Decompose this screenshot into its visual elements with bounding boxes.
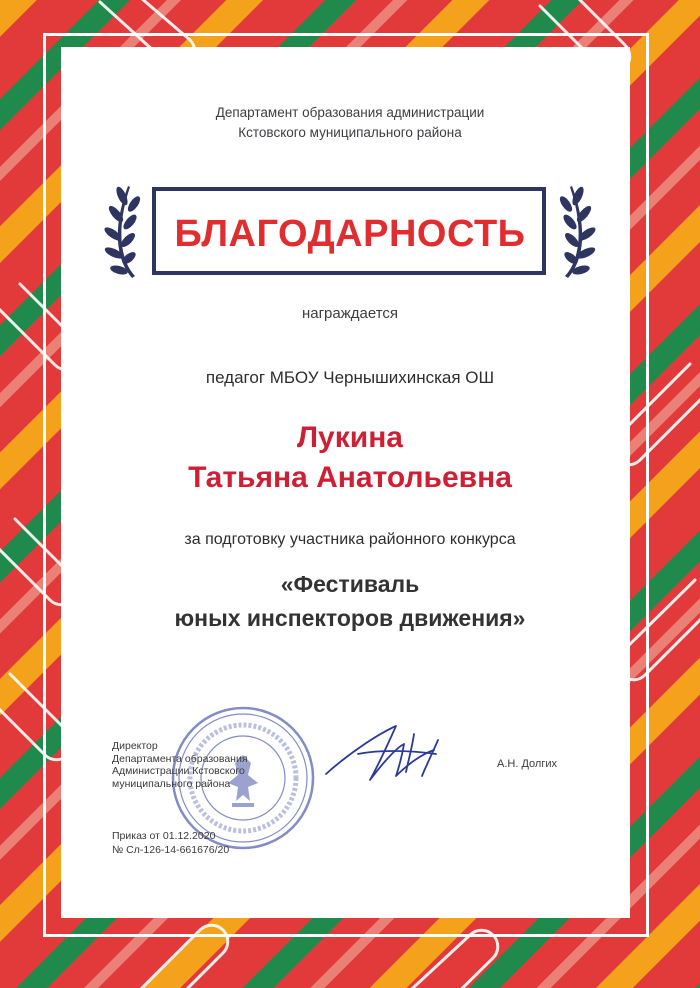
department-line-1: Департамент образования администрации	[215, 105, 485, 120]
signer-name: А.Н. Долгих	[497, 758, 557, 770]
position-line-3: Администрации Кстовского	[112, 765, 245, 777]
teacher-position: педагог МБОУ Чернышихинская ОШ	[205, 368, 495, 387]
event-title	[0, 567, 700, 635]
position-line-2: Департамента образования	[112, 752, 248, 765]
recipient-given-names: Татьяна Анатольевна	[188, 461, 512, 494]
awarded-label: награждается	[301, 305, 399, 322]
position-line-1: Директор	[112, 740, 158, 752]
certificate-title: БЛАГОДАРНОСТЬ	[174, 213, 526, 255]
recipient-surname: Лукина	[297, 421, 403, 454]
department-header	[0, 103, 700, 143]
recipient-name	[0, 418, 700, 498]
award-reason: за подготовку участника районного конкурса	[184, 531, 516, 548]
director-position	[112, 740, 248, 790]
event-title-line-2: юных инспекторов движения»	[174, 605, 526, 631]
position-line-4: муниципального района	[112, 777, 231, 790]
event-title-line-1: «Фестиваль	[280, 571, 420, 597]
order-date: Приказ от 01.12.2020	[112, 830, 216, 842]
order-reference	[112, 829, 229, 857]
department-line-2: Кстовского муниципального района	[238, 125, 462, 140]
order-number: № Сл-126-14-661676/20	[112, 844, 230, 856]
handwritten-signature	[318, 714, 458, 794]
